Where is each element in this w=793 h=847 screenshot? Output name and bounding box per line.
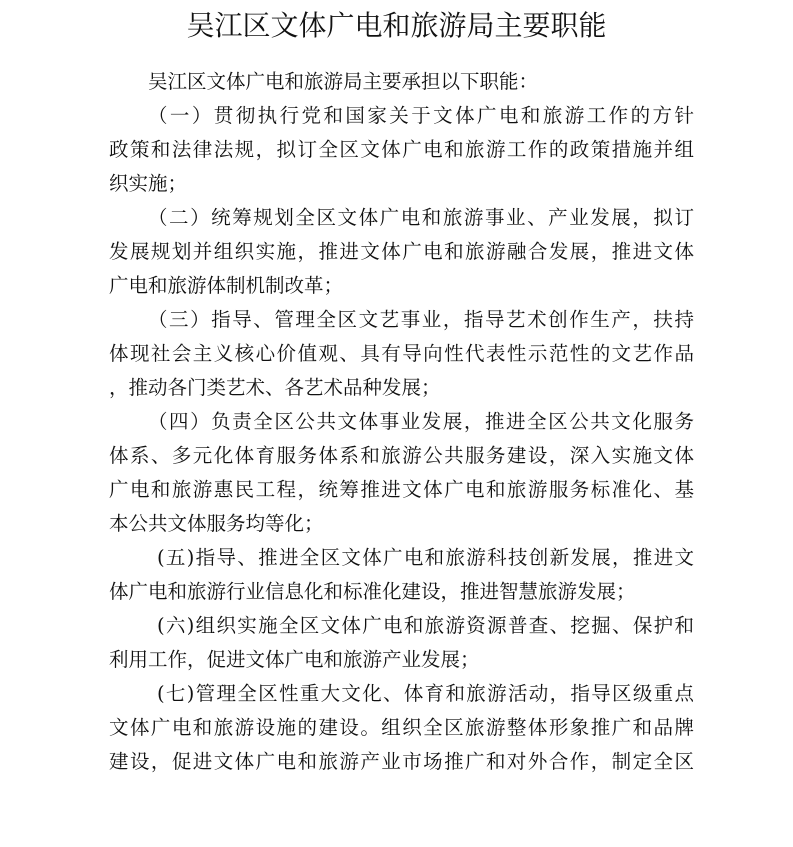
paragraph-line: 政策和法律法规，拟订全区文体广电和旅游工作的政策措施并组 <box>109 138 694 161</box>
paragraph-line: ，推动各门类艺术、各艺术品种发展； <box>109 376 441 399</box>
paragraph-line: 体现社会主义核心价值观、具有导向性代表性示范性的文艺作品 <box>109 342 694 365</box>
paragraph-line: 体系、多元化体育服务体系和旅游公共服务建设，深入实施文体 <box>109 444 694 467</box>
paragraph-line: (五)指导、推进全区文体广电和旅游科技创新发展，推进文 <box>157 546 694 569</box>
paragraph-line: 广电和旅游惠民工程，统筹推进文体广电和旅游服务标准化、基 <box>109 478 694 501</box>
paragraph-line: 本公共文体服务均等化； <box>109 512 324 535</box>
paragraph-line: （三）指导、管理全区文艺事业，指导艺术创作生产，扶持 <box>148 308 694 331</box>
paragraph-line: 文体广电和旅游设施的建设。组织全区旅游整体形象推广和品牌 <box>109 716 694 739</box>
paragraph-line: 体广电和旅游行业信息化和标准化建设，推进智慧旅游发展； <box>109 580 636 603</box>
paragraph-line: （一）贯彻执行党和国家关于文体广电和旅游工作的方针 <box>148 104 694 127</box>
paragraph-line: (七)管理全区性重大文化、体育和旅游活动，指导区级重点 <box>157 682 694 705</box>
paragraph-line: 广电和旅游体制机制改革； <box>109 274 344 297</box>
paragraph-line: 织实施； <box>109 172 188 195</box>
paragraph-line: 利用工作，促进文体广电和旅游产业发展； <box>109 648 480 671</box>
paragraph-line: （四）负责全区公共文体事业发展，推进全区公共文化服务 <box>148 410 694 433</box>
document-body <box>109 65 694 779</box>
intro-line: 吴江区文体广电和旅游局主要承担以下职能： <box>148 70 539 93</box>
paragraph-line: (六)组织实施全区文体广电和旅游资源普查、挖掘、保护和 <box>157 614 694 637</box>
paragraph-line: （二）统筹规划全区文体广电和旅游事业、产业发展，拟订 <box>148 206 694 229</box>
page-title: 吴江区文体广电和旅游局主要职能 <box>186 9 607 42</box>
paragraph-line: 建设，促进文体广电和旅游产业市场推广和对外合作，制定全区 <box>109 750 694 773</box>
paragraph-line: 发展规划并组织实施，推进文体广电和旅游融合发展，推进文体 <box>109 240 694 263</box>
